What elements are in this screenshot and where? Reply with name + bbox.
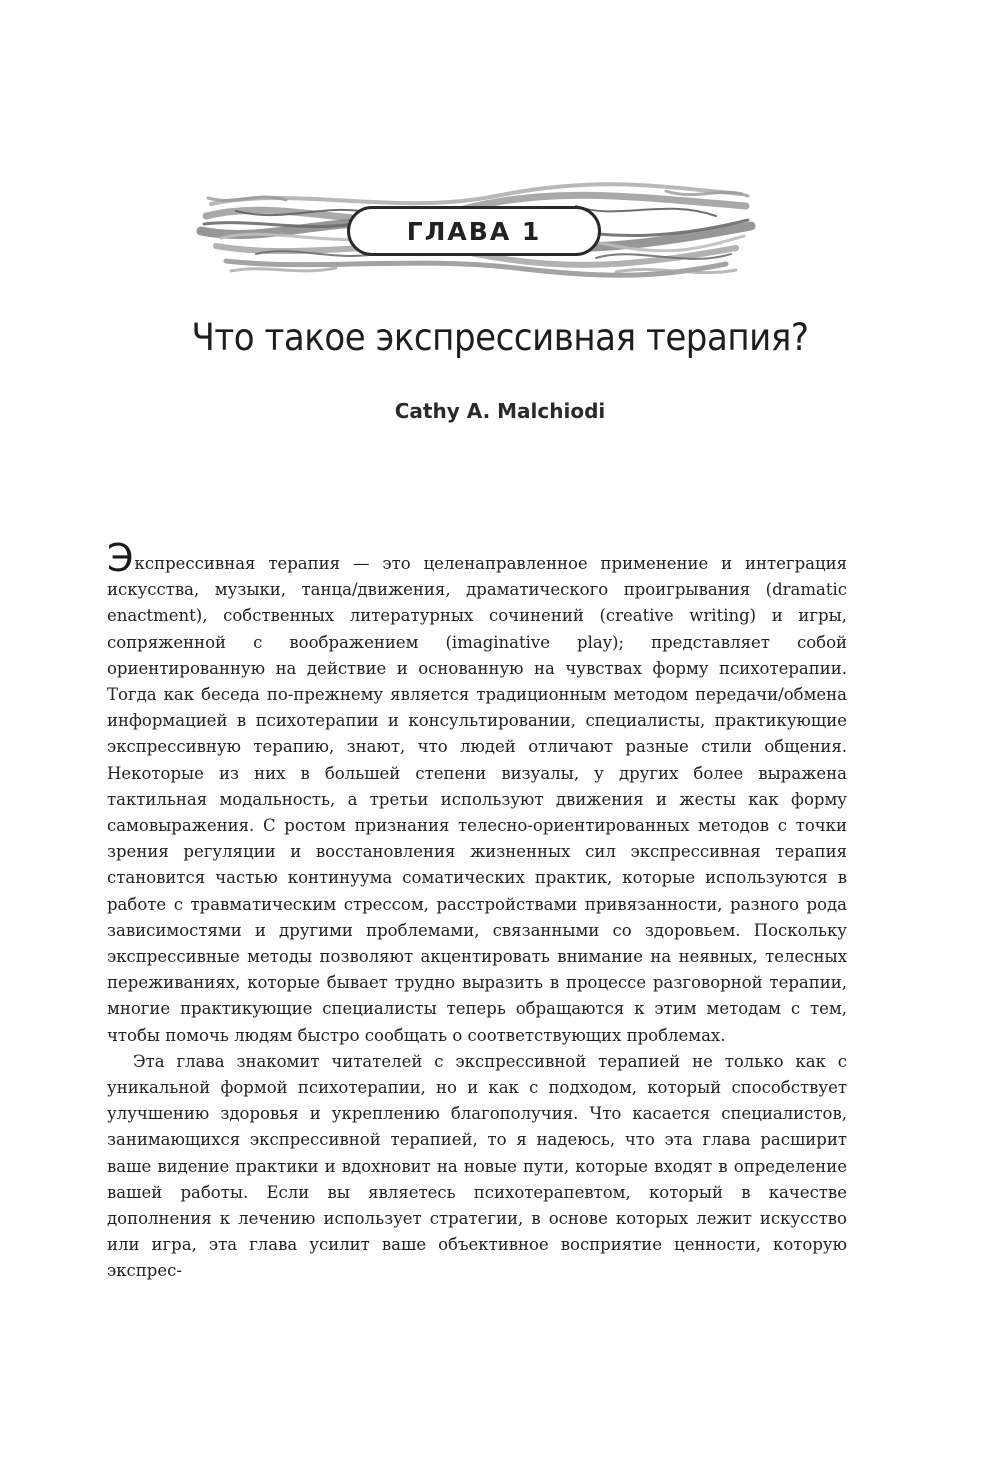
chapter-title: Что такое экспрессивная терапия? bbox=[191, 316, 809, 359]
chapter-banner bbox=[196, 176, 756, 286]
chapter-body bbox=[107, 536, 847, 1285]
chapter-author: Cathy A. Malchiodi bbox=[394, 399, 606, 423]
drop-cap: Э bbox=[107, 536, 134, 580]
chapter-number-label: ГЛАВА 1 bbox=[347, 206, 601, 256]
paragraph-1 bbox=[107, 536, 847, 1049]
paragraph-1-text: кспрессивная терапия — это целенаправленное применение и интеграция искусства, музыки, танца/движения, драматического проигрывания (dramatic enactment), собственных литературных сочинений (creative writing) и игры, сопряженной с воображением (imaginative play); представляет собой ориентированную на действие и основанную на чувствах форму психотерапии. Тогда как беседа по-прежнему является традиционным методом передачи/обмена информацией в психотерапии и консультировании, специалисты, практикующие экспрессивную терапию, знают, что людей отличают разные стили общения. Некоторые из них в большей степени визуалы, у других более выражена тактильная модальность, а третьи используют движения и жесты как форму самовыражения. С ростом признания телесно-ориентированных методов с точки зрения регуляции и восстановления жизненных сил экспрессивная терапия становится частью континуума соматических практик, которые используются в работе с травматическим стрессом, расстройствами привязанности, разного рода зависимостями и другими проблемами, связанными со здоровьем. Поскольку экспрессивные методы позволяют акцентировать внимание на неявных, телесных переживаниях, которые бывает трудно выразить в процессе разговорной терапии, многие практикующие специалисты теперь обращаются к этим методам с тем, чтобы помочь людям быстро сообщать о соответствующих проблемах. bbox=[107, 554, 847, 1045]
paragraph-2: Эта глава знакомит читателей с экспрессивной терапией не только как с уникальной формой психотерапии, но и как с подходом, который способствует улучшению здоровья и укреплению благополучия. Что касается специалистов, занимающихся экспрессивной терапией, то я надеюсь, что эта глава расширит ваше видение практики и вдохновит на новые пути, которые входят в определение вашей работы. Если вы являетесь психотерапевтом, который в качестве дополнения к лечению использует стратегии, в основе которых лежит искусство или игра, эта глава усилит ваше объективное восприятие ценности, которую экспрес- bbox=[107, 1051, 847, 1281]
